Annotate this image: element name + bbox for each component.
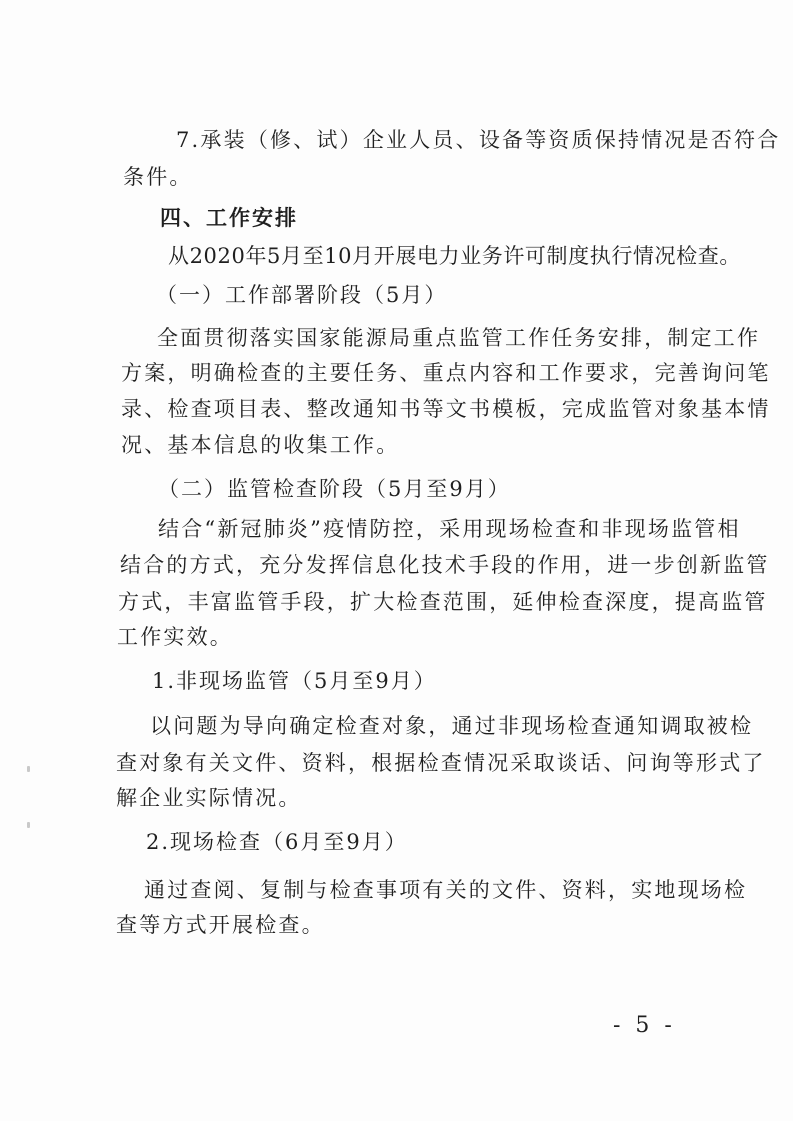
scan-speck	[27, 766, 30, 772]
subsection-heading-deployment: （一）工作部署阶段（5月）	[156, 283, 448, 307]
section-intro-line: 从2020年5月至10月开展电力业务许可制度执行情况检查。	[168, 244, 741, 268]
subitem-heading-onsite: 2.现场检查（6月至9月）	[146, 830, 408, 854]
deployment-paragraph-line-2: 方案，明确检查的主要任务、重点内容和工作要求，完善询问笔	[121, 361, 771, 385]
offsite-paragraph-line-3: 解企业实际情况。	[116, 786, 302, 810]
inspection-paragraph-line-3: 方式，丰富监管手段，扩大检查范围，延伸检查深度，提高监管	[118, 590, 768, 614]
inspection-paragraph-line-2: 结合的方式，充分发挥信息化技术手段的作用，进一步创新监管	[120, 553, 770, 577]
offsite-paragraph-line-2: 查对象有关文件、资料，根据检查情况采取谈话、问询等形式了	[116, 751, 766, 775]
paragraph-item7-line-1: 7.承装（修、试）企业人员、设备等资质保持情况是否符合	[176, 128, 781, 152]
paragraph-item7-line-2: 条件。	[123, 165, 193, 189]
deployment-paragraph-line-3: 录、检查项目表、整改通知书等文书模板，完成监管对象基本情	[121, 397, 771, 421]
onsite-paragraph-line-1: 通过查阅、复制与检查事项有关的文件、资料，实地现场检	[144, 878, 748, 902]
inspection-paragraph-line-1: 结合“新冠肺炎”疫情防控，采用现场检查和非现场监管相	[158, 517, 741, 541]
section-heading: 四、工作安排	[160, 206, 298, 230]
subsection-heading-inspection: （二）监管检查阶段（5月至9月）	[158, 477, 511, 501]
deployment-paragraph-line-1: 全面贯彻落实国家能源局重点监管工作任务安排，制定工作	[157, 326, 761, 350]
deployment-paragraph-line-4: 况、基本信息的收集工作。	[121, 433, 400, 457]
onsite-paragraph-line-2: 查等方式开展检查。	[116, 913, 325, 937]
subitem-heading-offsite: 1.非现场监管（5月至9月）	[152, 669, 437, 693]
page-number: - 5 -	[613, 1013, 676, 1038]
inspection-paragraph-line-4: 工作实效。	[117, 625, 233, 649]
offsite-paragraph-line-1: 以问题为导向确定检查对象，通过非现场检查通知调取被检	[150, 714, 754, 738]
scan-speck	[27, 822, 30, 828]
